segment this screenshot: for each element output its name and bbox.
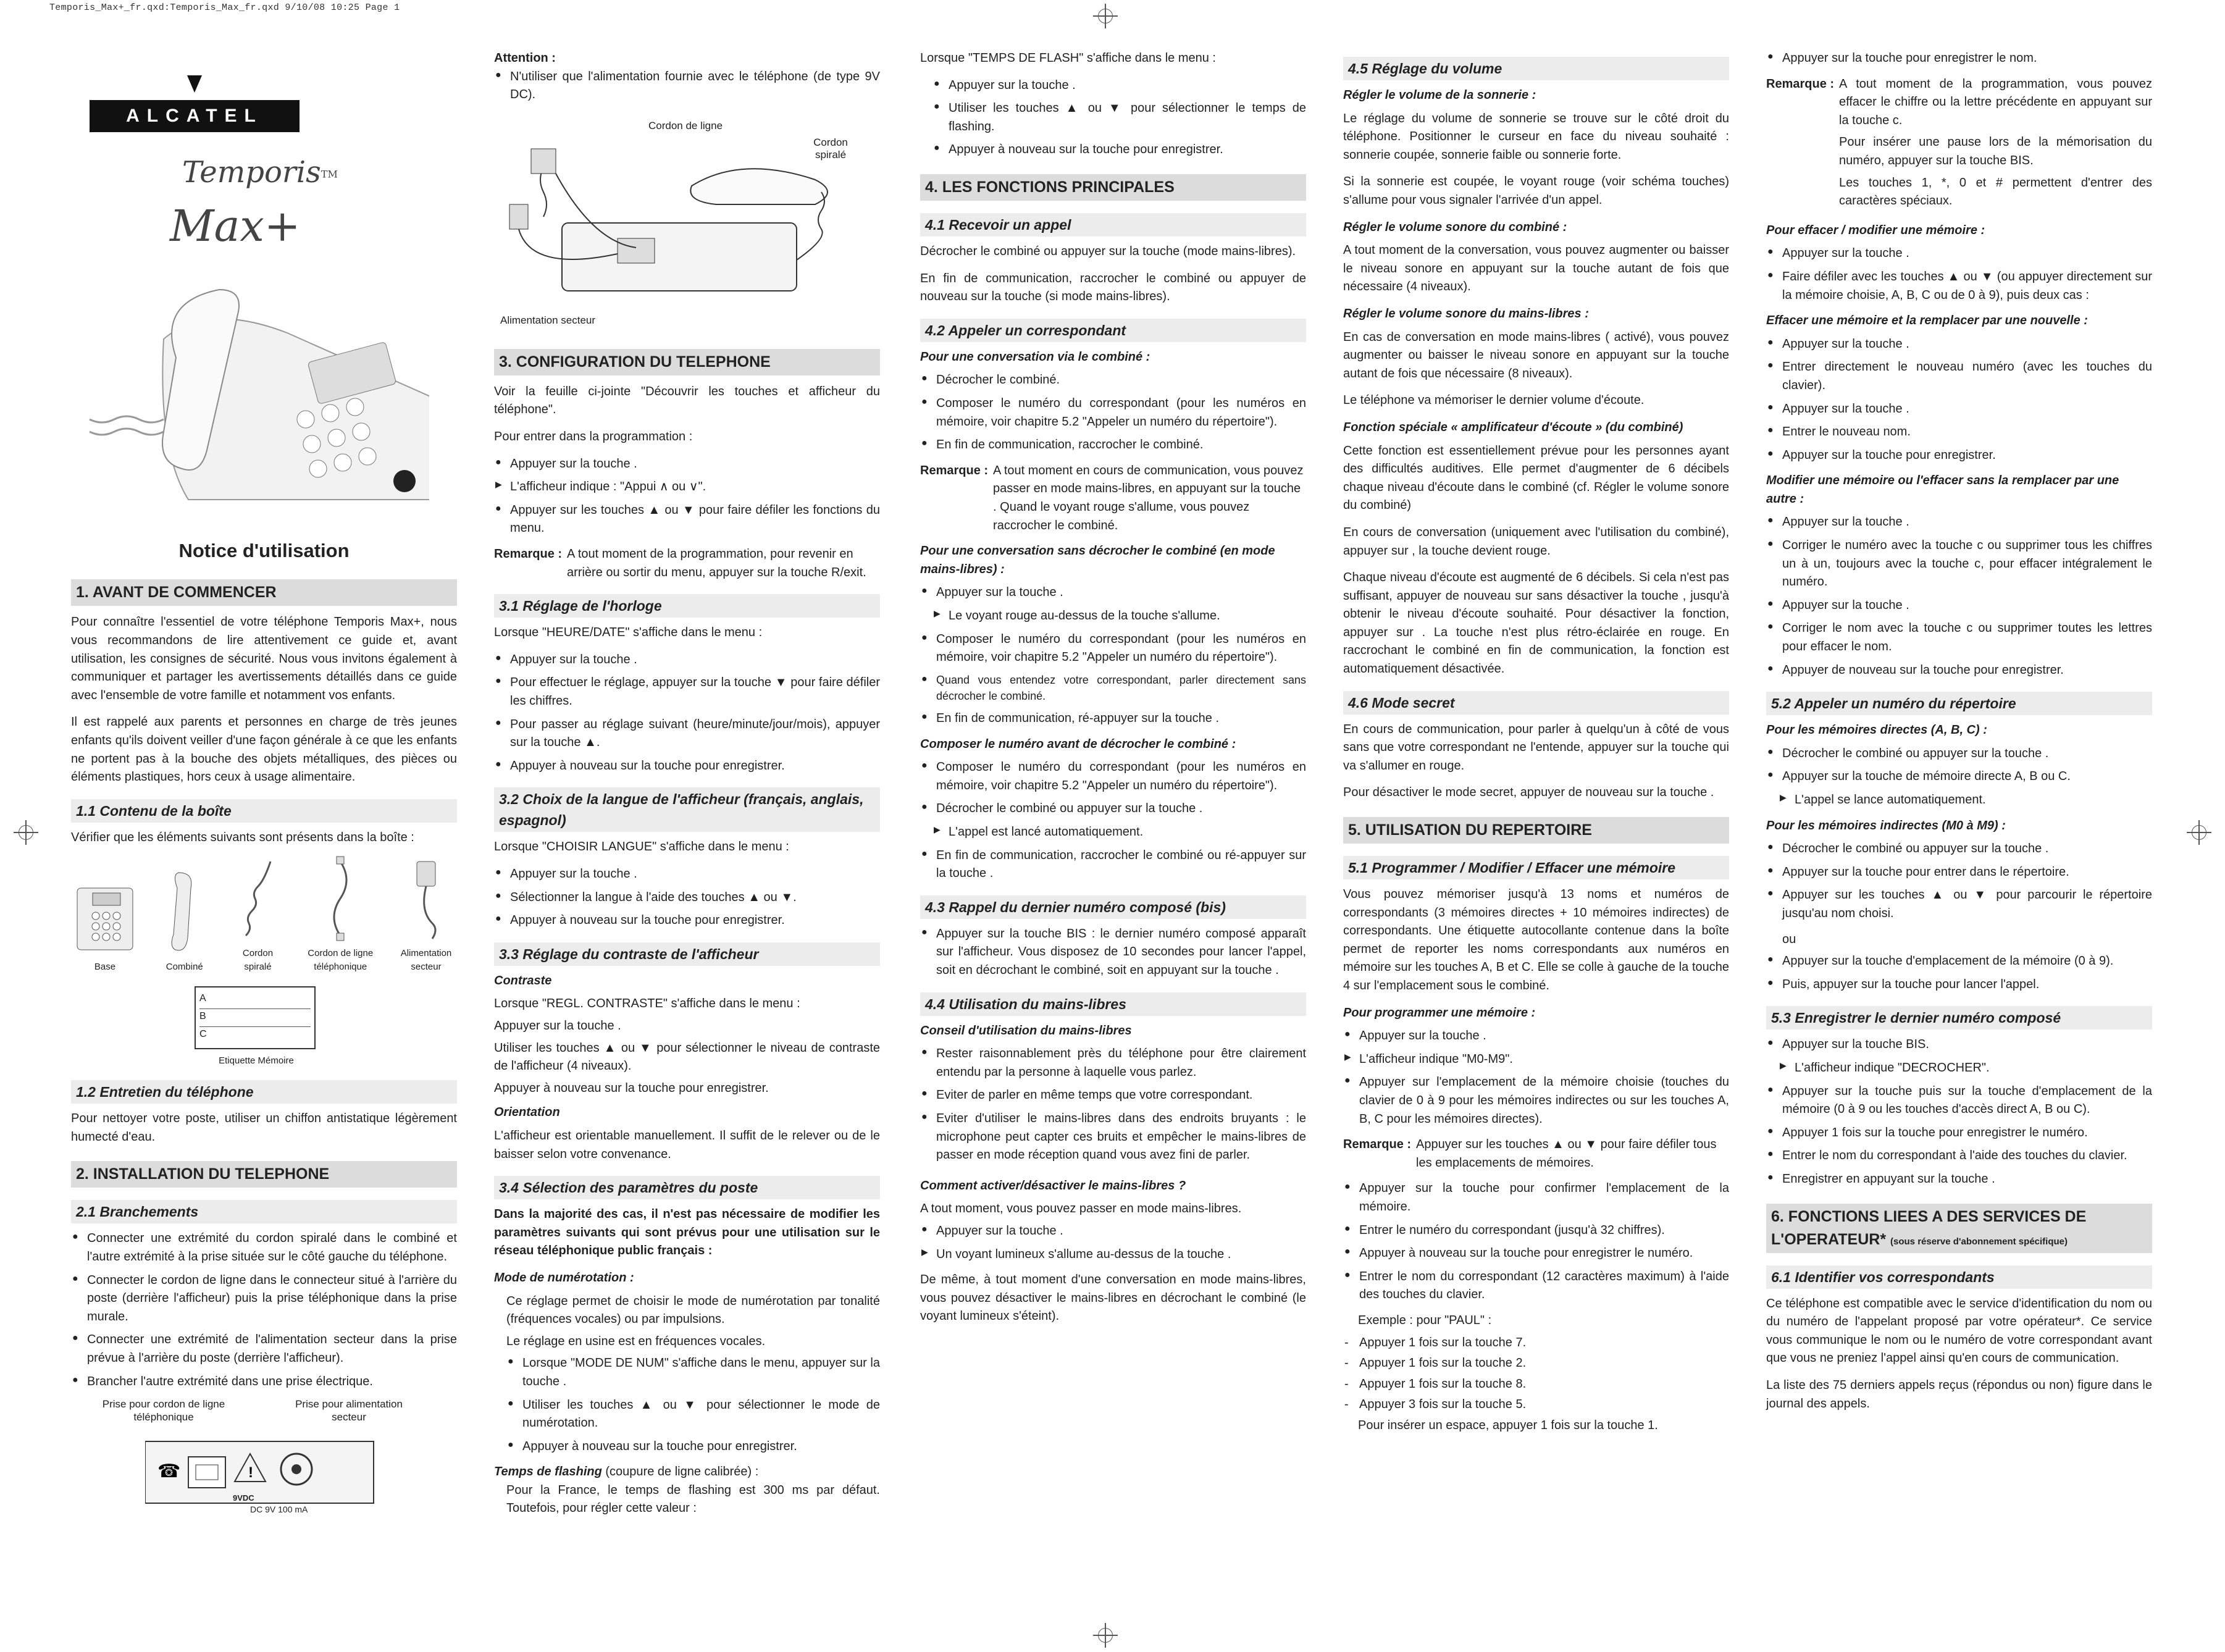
subsection-heading: 5.2 Appeler un numéro du répertoire: [1766, 692, 2152, 715]
box-contents: [71, 855, 457, 974]
list-item: ● Entrer le numéro du correspondant (jusqu'à 32 chiffres).: [1343, 1222, 1729, 1240]
svg-text:!: !: [248, 1464, 253, 1482]
remark: Remarque : A tout moment en cours de communication, vous pouvez passer en mode mains-libres, en appuyant sur la touche . Quand le voyant rouge s'allume, vous pouvez raccrocher le combiné.: [920, 463, 1304, 532]
bullet-list: [920, 758, 1306, 883]
list-item: - Appuyer 1 fois sur la touche 2.: [1343, 1354, 1729, 1373]
plug-label-line: Prise pour cordon de ligne téléphonique: [102, 1398, 225, 1423]
subsection-heading: 5.3 Enregistrer le dernier numéro composé: [1766, 1006, 2152, 1029]
section-heading: 2. INSTALLATION DU TELEPHONE: [71, 1161, 457, 1188]
bullet-list: [1766, 745, 2152, 810]
installation-figure: [494, 112, 880, 334]
line-cord-icon: [322, 855, 359, 942]
plug-voltage: 9VDC: [233, 1493, 254, 1503]
power-adapter-icon: [408, 855, 445, 942]
paragraph: Pour insérer un espace, appuyer 1 fois sur la touche 1.: [1358, 1418, 1658, 1432]
remark: Remarque : A tout moment de la programmation, vous pouvez effacer le chiffre ou la lettre précédente en appuyant sur la touche c. Pour insérer une pause lors de la mémorisation du numéro, appuyer sur la touche BIS. Les touches 1, *, 0 et # permettent d'entrer des caractères spéciaux.: [1766, 77, 2152, 208]
list-item: ● Entrer directement le nouveau numéro (avec les touches du clavier).: [1766, 358, 2152, 395]
paragraph: En fin de communication, raccrocher le combiné ou appuyer de nouveau sur la touche (si mode mains-libres).: [920, 271, 1306, 304]
list-item: ● Appuyer sur la touche de mémoire directe A, B ou C.: [1766, 768, 2152, 786]
connector-diagram: [71, 1398, 457, 1522]
list-item: ● Composer le numéro du correspondant (pour les numéros en mémoire, voir chapitre 5.2 "Appeler un numéro du répertoire").: [920, 758, 1306, 795]
list-item: ● Utiliser les touches ▲ ou ▼ pour sélectionner le temps de flashing.: [932, 99, 1306, 136]
inline-heading: Effacer une mémoire et la remplacer par une nouvelle :: [1766, 314, 2088, 328]
list-item: ● Sélectionner la langue à l'aide des touches ▲ ou ▼.: [494, 889, 880, 907]
subsection-heading: 5.1 Programmer / Modifier / Effacer une mémoire: [1343, 856, 1729, 879]
list-item: ● Appuyer sur la touche .: [932, 77, 1306, 95]
subsection-heading: 6.1 Identifier vos correspondants: [1766, 1265, 2152, 1289]
subsection-heading: 4.3 Rappel du dernier numéro composé (bis): [920, 895, 1306, 919]
paragraph: Pour désactiver le mode secret, appuyer de nouveau sur la touche .: [1343, 786, 1714, 800]
bullet-list: [506, 1354, 880, 1456]
remark: Remarque : Appuyer sur les touches ▲ ou ▼ pour faire défiler tous les emplacements de mémoires.: [1343, 1138, 1717, 1170]
paragraph: Le téléphone va mémoriser le dernier volume d'écoute.: [1343, 393, 1645, 408]
paragraph: Si la sonnerie est coupée, le voyant rouge (voir schéma touches) s'allume pour vous signaler l'arrivée d'un appel.: [1343, 175, 1729, 207]
base-icon: [74, 882, 136, 956]
list-item: ● Composer le numéro du correspondant (pour les numéros en mémoire, voir chapitre 5.2 "Appeler un numéro du répertoire").: [920, 631, 1306, 667]
paragraph: En cas de conversation en mode mains-libres ( activé), vous pouvez augmenter ou baisser le niveau sonore en appuyant sur la touche autant de fois que nécessaire (8 niveaux).: [1343, 330, 1729, 380]
memory-label-caption: Etiquette Mémoire: [219, 1055, 294, 1067]
list-item: ● Appuyer à nouveau sur la touche pour enregistrer.: [506, 1438, 880, 1456]
list-item: ● Utiliser les touches ▲ ou ▼ pour sélectionner le mode de numérotation.: [506, 1396, 880, 1433]
inline-heading: Pour une conversation via le combiné :: [920, 350, 1150, 364]
subsection-heading: 3.1 Réglage de l'horloge: [494, 594, 880, 618]
paragraph: Il est rappelé aux parents et personnes en charge de très jeunes enfants qu'ils doivent veiller d'une façon générale à ce que les enfants ne portent pas à la bouche des objets métalliques, des pièces ou éléments plastiques, hors ceux à usage alimentaire.: [71, 715, 457, 784]
column-5: [1766, 49, 2152, 1422]
inline-heading: Régler le volume sonore du mains-libres :: [1343, 306, 1589, 321]
list-item: ▶ L'appel est lancé automatiquement.: [932, 823, 1306, 842]
bullet-list: [494, 651, 880, 776]
list-item: ● Appuyer 1 fois sur la touche pour enregistrer le numéro.: [1766, 1124, 2152, 1143]
bullet-list: [494, 865, 880, 930]
list-item: ● Appuyer sur la touche pour entrer dans le répertoire.: [1766, 863, 2152, 882]
subsection-heading: 4.1 Recevoir un appel: [920, 213, 1306, 237]
paragraph: Décrocher le combiné ou appuyer sur la touche (mode mains-libres).: [920, 245, 1296, 258]
subsection-heading: 4.2 Appeler un correspondant: [920, 319, 1306, 342]
list-item: ● Appuyer à nouveau sur la touche pour enregistrer.: [932, 141, 1306, 159]
notice-title: Notice d'utilisation: [178, 539, 350, 561]
list-item: ● Appuyer sur la touche .: [1343, 1027, 1729, 1046]
list-item: ▶ L'afficheur indique "M0-M9".: [1343, 1050, 1729, 1069]
paragraph: La liste des 75 derniers appels reçus (répondus ou non) figure dans le journal des appels.: [1766, 1378, 2152, 1411]
list-item: ● Pour passer au réglage suivant (heure/minute/jour/mois), appuyer sur la touche ▲.: [494, 716, 880, 752]
list-item: ● N'utiliser que l'alimentation fournie avec le téléphone (de type 9V DC).: [494, 68, 880, 104]
inline-heading: Pour les mémoires indirectes (M0 à M9) :: [1766, 818, 2006, 832]
list-item: ● Faire défiler avec les touches ▲ ou ▼ (ou appuyer directement sur la mémoire choisie, A, B, C ou de 0 à 9), puis deux cas :: [1766, 268, 2152, 304]
list-item: ● Pour effectuer le réglage, appuyer sur la touche ▼ pour faire défiler les chiffres.: [494, 674, 880, 710]
list-item: ● Appuyer à nouveau sur la touche pour enregistrer.: [494, 757, 880, 776]
section-heading: 1. AVANT DE COMMENCER: [71, 579, 457, 606]
list-item: ● Appuyer à nouveau sur la touche pour enregistrer le numéro.: [1343, 1244, 1729, 1263]
box-item-handset: Combiné: [157, 870, 212, 974]
list-item: ● Appuyer sur la touche .: [494, 865, 880, 884]
list-item: ● Décrocher le combiné.: [920, 371, 1306, 390]
paragraph: Lorsque "HEURE/DATE" s'affiche dans le menu :: [494, 626, 763, 640]
bullet-list: [920, 925, 1306, 980]
list-item: ● Appuyer sur la touche BIS : le dernier numéro composé apparaît sur l'afficheur. Vous disposez de 10 secondes pour lancer l'appel, soit en décrochant le combiné, soit en appuyant sur la touche .: [920, 925, 1306, 980]
installation-drawing: [494, 130, 877, 316]
inline-heading: Modifier une mémoire ou l'effacer sans la remplacer par une autre :: [1766, 474, 2119, 506]
bullet-list: [1343, 1334, 1729, 1414]
figure-label: Cordon de ligne: [648, 119, 723, 132]
registration-mark: [1093, 1623, 1118, 1648]
list-item: - Appuyer 3 fois sur la touche 5.: [1343, 1396, 1729, 1414]
column-2: [494, 49, 880, 1527]
phone-illustration: [83, 265, 429, 512]
paragraph: En cours de conversation (uniquement avec l'utilisation du combiné), appuyer sur , la touche devient rouge.: [1343, 525, 1729, 558]
list-item: ● Appuyer sur la touche .: [494, 651, 880, 669]
paragraph: Cette fonction est essentiellement prévue pour les personnes ayant des difficultés auditives. Elle permet d'augmenter de 6 décibels chaque niveau d'écoute dans le combiné (cf. Régler le volume sonore du combiné): [1343, 443, 1729, 513]
list-item: ● Appuyer sur la touche puis sur la touche d'emplacement de la mémoire (0 à 9 ou les touches d'accès direct A, B ou C).: [1766, 1083, 2152, 1119]
list-item: ● Enregistrer en appuyant sur la touche .: [1766, 1170, 2152, 1189]
paragraph: Voir la feuille ci-jointe "Découvrir les touches et afficheur du téléphone".: [494, 384, 880, 417]
inline-heading: Orientation: [494, 1105, 560, 1120]
product-name: Temporis™ Max+: [170, 154, 338, 252]
list-item: ● Appuyer sur l'emplacement de la mémoire choisie (touches du clavier de 0 à 9 pour les mémoires indirectes ou sur les touches A, B, C pour les mémoires directes).: [1343, 1073, 1729, 1128]
bullet-list: [494, 455, 880, 538]
paragraph: Le réglage du volume de sonnerie se trouve sur le côté droit du téléphone. Positionner le curseur en face du niveau souhaité : sonnerie coupée, sonnerie faible ou sonnerie forte.: [1343, 111, 1729, 162]
subsection-heading: 1.2 Entretien du téléphone: [71, 1080, 457, 1104]
bullet-list: [1766, 245, 2152, 304]
paragraph: Utiliser les touches ▲ ou ▼ pour sélectionner le niveau de contraste de l'afficheur (4 niveaux).: [494, 1041, 880, 1073]
paragraph: Lorsque "TEMPS DE FLASH" s'affiche dans le menu :: [920, 51, 1216, 65]
list-item: ● Eviter de parler en même temps que votre correspondant.: [920, 1086, 1306, 1105]
paragraph: Appuyer sur la touche .: [494, 1018, 621, 1033]
list-item: ● Rester raisonnablement près du téléphone pour être clairement entendu par la personne à laquelle vous parlez.: [920, 1045, 1306, 1081]
bullet-list: [1766, 335, 2152, 465]
column-1: [71, 74, 457, 1522]
inline-heading: Pour programmer une mémoire :: [1343, 1005, 1536, 1020]
list-item: ● Eviter d'utiliser le mains-libres dans des endroits bruyants : le microphone peut capter ces bruits et empêcher le mains-libres de passer en mode réception quand vous avez fini de parler.: [920, 1110, 1306, 1165]
inline-heading: Pour une conversation sans décrocher le combiné (en mode mains-libres) :: [920, 544, 1275, 576]
memory-row: B: [199, 1009, 311, 1027]
list-item: ● Appuyer sur la touche .: [1766, 597, 2152, 615]
list-item: ● Entrer le nom du correspondant à l'aide des touches du clavier.: [1766, 1147, 2152, 1165]
inline-heading: Comment activer/désactiver le mains-libres ?: [920, 1178, 1186, 1193]
plug-rating: DC 9V 100 mA: [250, 1504, 308, 1515]
alcatel-logo: [90, 74, 300, 132]
list-item: ● En fin de communication, raccrocher le combiné.: [920, 436, 1306, 455]
bullet-list: [1766, 840, 2152, 923]
box-item-line-cord: Cordon de ligne téléphonique: [303, 855, 377, 974]
inline-heading: Pour les mémoires directes (A, B, C) :: [1766, 723, 1987, 737]
list-item: ● En fin de communication, ré-appuyer sur la touche .: [920, 710, 1306, 728]
paragraph: Pour nettoyer votre poste, utiliser un chiffon antistatique légèrement humecté d'eau.: [71, 1112, 457, 1144]
list-item: ● Appuyer sur les touches ▲ ou ▼ pour faire défiler les fonctions du menu.: [494, 501, 880, 538]
page-header: Temporis_Max+_fr.qxd:Temporis_Max_fr.qxd 9/10/08 10:25 Page 1: [49, 2, 400, 13]
figure-label: Alimentation secteur: [500, 314, 596, 326]
paragraph: ou: [1782, 932, 1796, 946]
paragraph: Pour la France, le temps de flashing est 300 ms par défaut. Toutefois, pour régler cette valeur :: [506, 1483, 880, 1516]
attention-title: Attention :: [494, 51, 556, 65]
list-item: ● Connecter une extrémité de l'alimentation secteur dans la prise prévue à l'arrière du poste (derrière l'afficheur).: [71, 1331, 457, 1367]
list-item: ▶ Un voyant lumineux s'allume au-dessus de la touche .: [920, 1246, 1306, 1264]
phone-icon: ☎: [157, 1461, 181, 1482]
subsection-heading: 1.1 Contenu de la boîte: [71, 799, 457, 823]
list-item: - Appuyer 1 fois sur la touche 7.: [1343, 1334, 1729, 1352]
bullet-list: [920, 371, 1306, 454]
registration-mark: [1093, 4, 1118, 28]
column-4: [1343, 49, 1729, 1444]
list-item: ● Appuyer à nouveau sur la touche pour enregistrer.: [494, 912, 880, 930]
box-item-power-adapter: Alimentation secteur: [395, 855, 457, 974]
section-heading: 3. CONFIGURATION DU TELEPHONE: [494, 349, 880, 375]
list-item: ● Décrocher le combiné ou appuyer sur la touche .: [1766, 840, 2152, 858]
remark: Remarque : A tout moment de la programmation, pour revenir en arrière ou sortir du menu, appuyer sur la touche R/exit.: [494, 547, 866, 579]
list-item: ▶ L'afficheur indique : "Appui ∧ ou ∨".: [494, 478, 880, 497]
list-item: ● Quand vous entendez votre correspondant, parler directement sans décrocher le combiné.: [920, 672, 1306, 705]
bullet-list: [920, 1222, 1306, 1264]
inline-heading: Contraste: [494, 973, 552, 987]
list-item: - Appuyer 1 fois sur la touche 8.: [1343, 1375, 1729, 1394]
bullet-list: [494, 68, 880, 104]
paragraph: Dans la majorité des cas, il n'est pas nécessaire de modifier les paramètres suivants qui sont prévus pour une utilisation sur le réseau téléphonique public français :: [494, 1207, 880, 1258]
list-item: ● Décrocher le combiné ou appuyer sur la touche .: [1766, 745, 2152, 763]
bullet-list: [1766, 1036, 2152, 1188]
list-item: ● Connecter le cordon de ligne dans le connecteur situé à l'arrière du poste (derrière l'afficheur) puis la prise téléphonique dans la prise murale.: [71, 1272, 457, 1327]
spiral-cord-icon: [240, 855, 277, 942]
list-item: ▶ L'afficheur indique "DECROCHER".: [1779, 1059, 2152, 1078]
list-item: ● Appuyer sur la touche pour enregistrer le nom.: [1766, 49, 2152, 68]
bullet-list: [932, 77, 1306, 159]
inline-heading: Temps de flashing (coupure de ligne calibrée) :: [494, 1465, 759, 1479]
list-item: ● Appuyer sur la touche pour confirmer l'emplacement de la mémoire.: [1343, 1180, 1729, 1216]
bullet-list: [1766, 49, 2152, 68]
list-item: ● Connecter une extrémité du cordon spiralé dans le combiné et l'autre extrémité à la prise située sur le côté gauche du téléphone.: [71, 1230, 457, 1266]
bullet-list: [1766, 952, 2152, 994]
subsection-heading: 3.2 Choix de la langue de l'afficheur (français, anglais, espagnol): [494, 787, 880, 832]
subsection-heading: 3.3 Réglage du contraste de l'afficheur: [494, 942, 880, 966]
paragraph: Vous pouvez mémoriser jusqu'à 13 noms et numéros de correspondants (3 mémoires directes + 10 mémoires indirectes) de correspondants. Une étiquette autocollante contenue dans la boîte permet de reporter les noms correspondants aux numéros en mémoire sur les touches A, B et C. Elle se colle à gauche de la touche 4 sur l'emplacement sous le combiné.: [1343, 887, 1729, 993]
inline-heading: Régler le volume sonore du combiné :: [1343, 220, 1567, 234]
section-heading: 6. FONCTIONS LIEES A DES SERVICES DE L'OPERATEUR* (sous réserve d'abonnement spécifique): [1766, 1204, 2152, 1253]
memory-label: [195, 986, 318, 1068]
list-item: ● Brancher l'autre extrémité dans une prise électrique.: [71, 1373, 457, 1391]
registration-mark: [2187, 820, 2211, 845]
paragraph: Pour entrer dans la programmation :: [494, 429, 693, 443]
list-item: ● Corriger le numéro avec la touche c ou supprimer tous les chiffres un à un, toujours avec la touche c, pour effacer intégralement le numéro.: [1766, 537, 2152, 592]
list-item: ● Appuyer sur la touche .: [920, 1222, 1306, 1241]
handset-icon: [166, 870, 203, 956]
list-item: ● Composer le numéro du correspondant (pour les numéros en mémoire, voir chapitre 5.2 "Appeler un numéro du répertoire").: [920, 395, 1306, 431]
paragraph: A tout moment, vous pouvez passer en mode mains-libres.: [920, 1202, 1242, 1216]
bullet-list: [920, 584, 1306, 727]
paragraph: Ce réglage permet de choisir le mode de numérotation par tonalité (fréquences vocales) ou par impulsions.: [506, 1294, 880, 1327]
list-item: ● Appuyer sur la touche .: [1766, 400, 2152, 419]
paragraph: Ce téléphone est compatible avec le service d'identification du nom ou du numéro de l'appelant proposé par votre opérateur*. Ce service vous communique le nom ou le numéro de votre correspondant avant que vous ne preniez l'appel ainsi qu'en cours de communication.: [1766, 1296, 2152, 1365]
paragraph: Le réglage en usine est en fréquences vocales.: [506, 1334, 766, 1348]
paragraph: Lorsque "CHOISIR LANGUE" s'affiche dans le menu :: [494, 840, 789, 854]
paragraph: De même, à tout moment d'une conversation en mode mains-libres, vous pouvez désactiver le mains-libres en décrochant le combiné (le voyant lumineux s'éteint).: [920, 1273, 1306, 1323]
list-item: ● Appuyer sur la touche pour enregistrer.: [1766, 447, 2152, 465]
subsection-heading: 4.5 Réglage du volume: [1343, 57, 1729, 80]
inline-heading: Mode de numérotation :: [494, 1270, 634, 1285]
memory-row: C: [199, 1029, 207, 1040]
list-item: ● Appuyer sur la touche d'emplacement de la mémoire (0 à 9).: [1766, 952, 2152, 971]
list-item: ● Appuyer sur la touche .: [1766, 335, 2152, 354]
list-item: ● Décrocher le combiné ou appuyer sur la touche .: [920, 800, 1306, 818]
paragraph: L'afficheur est orientable manuellement. Il suffit de le relever ou de le baisser selon votre convenance.: [494, 1128, 880, 1161]
list-item: ▶ L'appel se lance automatiquement.: [1779, 791, 2152, 810]
list-item: ● Appuyer sur la touche BIS.: [1766, 1036, 2152, 1054]
plug-label-power: Prise pour alimentation secteur: [295, 1398, 403, 1423]
registration-mark: [14, 820, 38, 845]
bullet-list: [1766, 513, 2152, 679]
paragraph: Lorsque "REGL. CONTRASTE" s'affiche dans le menu :: [494, 997, 800, 1011]
list-item: ▶ Le voyant rouge au-dessus de la touche s'allume.: [932, 607, 1306, 626]
bullet-list: [1343, 1180, 1729, 1304]
list-item: ● En fin de communication, raccrocher le combiné ou ré-appuyer sur la touche .: [920, 847, 1306, 883]
subsection-heading: 4.6 Mode secret: [1343, 691, 1729, 715]
paragraph: Appuyer à nouveau sur la touche pour enregistrer.: [494, 1081, 769, 1095]
paragraph: Chaque niveau d'écoute est augmenté de 6 décibels. Si cela n'est pas suffisant, appuyer de nouveau sur sans désactiver la touche , jusqu'à obtenir le niveau d'écoute souhaité. Pour désactiver la fonction, appuyer sur . La touche n'est plus rétro-éclairée en rouge. En raccrochant le combiné en fin de communication, la fonction est automatiquement désactivée.: [1343, 571, 1729, 676]
paragraph: A tout moment de la conversation, vous pouvez augmenter ou baisser le niveau sonore en appuyant sur la touche autant de fois que nécessaire (4 niveaux).: [1343, 243, 1729, 294]
paragraph: En cours de communication, pour parler à quelqu'un à côté de vous sans que votre correspondant ne l'entende, appuyer sur la touche qui va s'allumer en rouge.: [1343, 722, 1729, 773]
list-item: ● Entrer le nom du correspondant (12 caractères maximum) à l'aide des touches du clavier.: [1343, 1268, 1729, 1304]
box-item-base: Base: [71, 882, 139, 974]
inline-heading: Régler le volume de la sonnerie :: [1343, 88, 1536, 103]
list-item: ● Appuyer sur la touche .: [1766, 245, 2152, 263]
list-item: ● Lorsque "MODE DE NUM" s'affiche dans le menu, appuyer sur la touche .: [506, 1354, 880, 1391]
section-heading: 4. LES FONCTIONS PRINCIPALES: [920, 174, 1306, 201]
box-item-spiral-cord: Cordon spiralé: [230, 855, 286, 974]
list-item: ● Corriger le nom avec la touche c ou supprimer toutes les lettres pour effacer le nom.: [1766, 619, 2152, 656]
inline-heading: Conseil d'utilisation du mains-libres: [920, 1023, 1132, 1038]
bullet-list: [920, 1045, 1306, 1165]
inline-heading: Fonction spéciale « amplificateur d'écoute » (du combiné): [1343, 420, 1683, 434]
bullet-list: [71, 1230, 457, 1391]
inline-heading: Composer le numéro avant de décrocher le combiné :: [920, 737, 1236, 751]
subsection-heading: 4.4 Utilisation du mains-libres: [920, 992, 1306, 1016]
bullet-list: [1343, 1027, 1729, 1128]
alcatel-triangle-icon: [170, 74, 219, 94]
inline-heading: Pour effacer / modifier une mémoire :: [1766, 223, 1985, 237]
list-item: ● Appuyer de nouveau sur la touche pour enregistrer.: [1766, 661, 2152, 680]
list-item: ● Appuyer sur la touche .: [920, 584, 1306, 602]
list-item: ● Entrer le nouveau nom.: [1766, 423, 2152, 442]
paragraph: Exemple : pour "PAUL" :: [1358, 1313, 1492, 1327]
subsection-heading: 2.1 Branchements: [71, 1200, 457, 1223]
memory-row: A: [199, 991, 311, 1009]
list-item: ● Appuyer sur la touche .: [494, 455, 880, 474]
paragraph: Pour connaître l'essentiel de votre téléphone Temporis Max+, nous vous recommandons de lire attentivement ce guide et, avant utilisation, les consignes de sécurité. Nous vous invitons également à communiquer et partager les avertissements détaillés dans ce guide avec l'ensemble de votre famille et notamment vos enfants.: [71, 615, 457, 702]
list-item: ● Appuyer sur la touche .: [1766, 513, 2152, 532]
section-heading: 5. UTILISATION DU REPERTOIRE: [1343, 817, 1729, 844]
list-item: ● Appuyer sur les touches ▲ ou ▼ pour parcourir le répertoire jusqu'au nom choisi.: [1766, 886, 2152, 923]
memory-label-card: [195, 986, 316, 1049]
list-item: ● Puis, appuyer sur la touche pour lancer l'appel.: [1766, 976, 2152, 994]
subsection-heading: 3.4 Sélection des paramètres du poste: [494, 1176, 880, 1199]
figure-label: Cordon spiralé: [813, 136, 848, 161]
brand-name: ALCATEL: [90, 100, 300, 132]
connector-panel: [145, 1435, 442, 1509]
column-3: [920, 49, 1306, 1335]
paragraph: Vérifier que les éléments suivants sont présents dans la boîte :: [71, 830, 414, 844]
